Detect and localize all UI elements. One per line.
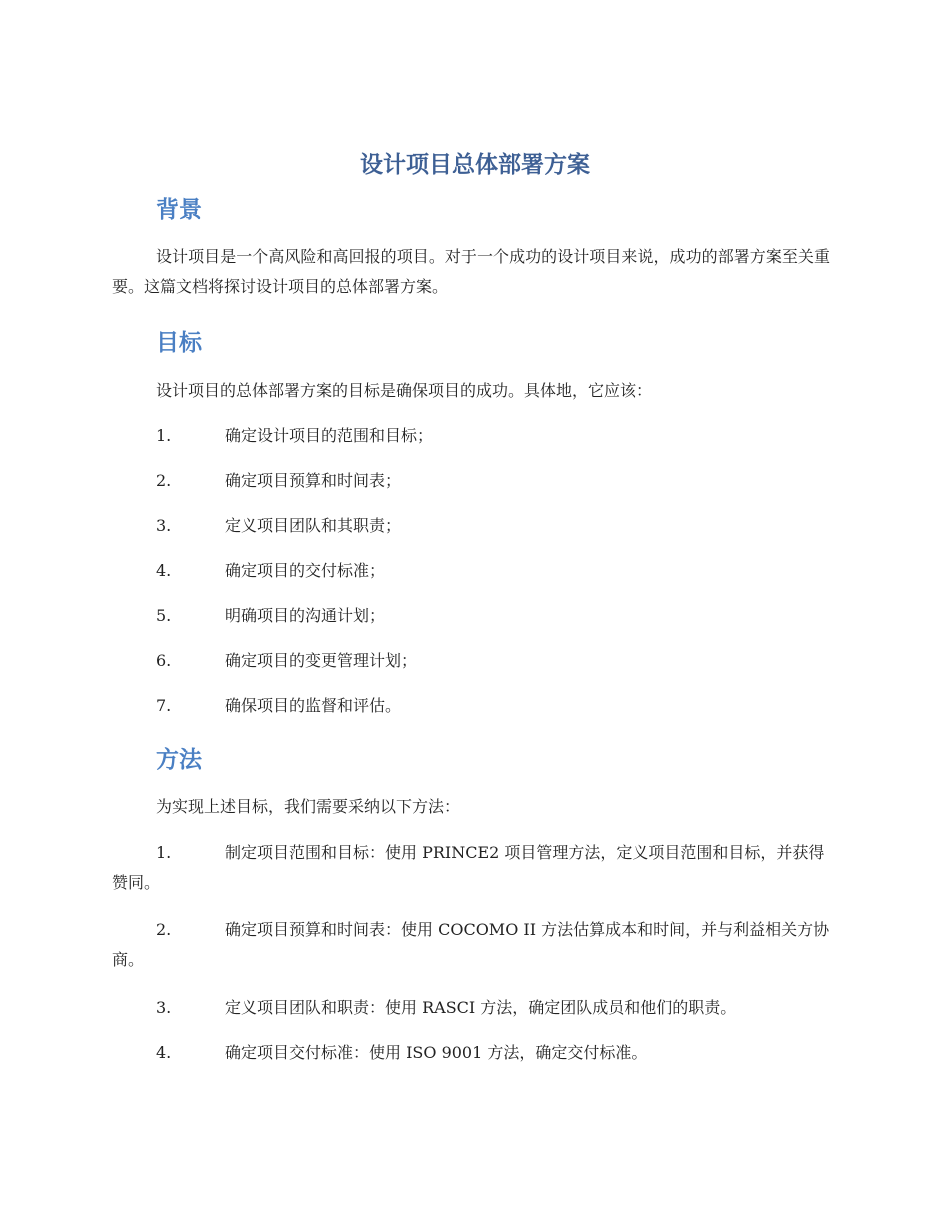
list-number: 4.	[156, 1043, 172, 1062]
list-text: 确定设计项目的范围和目标；	[225, 426, 434, 445]
list-number: 4.	[156, 561, 172, 580]
goals-intro: 设计项目的总体部署方案的目标是确保项目的成功。具体地，它应该：	[156, 381, 653, 400]
list-number: 3.	[156, 516, 172, 535]
heading-methods: 方法	[156, 747, 202, 773]
list-item	[156, 556, 385, 586]
list-number: 7.	[156, 696, 172, 715]
list-text: 制定项目范围和目标：使用 PRINCE2 项目管理方法，定义项目范围和目标，并获得赞同。	[112, 843, 825, 892]
list-item	[156, 601, 385, 631]
list-number: 6.	[156, 651, 172, 670]
list-text: 确定项目预算和时间表：使用 COCOMO II 方法估算成本和时间，并与利益相关方协商。	[112, 920, 830, 969]
list-text: 明确项目的沟通计划；	[225, 606, 386, 625]
list-number: 3.	[156, 998, 172, 1017]
list-text: 确定项目预算和时间表；	[225, 471, 402, 490]
list-text: 定义项目团队和其职责；	[225, 516, 402, 535]
list-number: 1.	[156, 426, 172, 445]
list-number: 2.	[156, 920, 172, 939]
background-paragraph: 设计项目是一个高风险和高回报的项目。对于一个成功的设计项目来说，成功的部署方案至关重要。这篇文档将探讨设计项目的总体部署方案。	[112, 247, 830, 296]
list-item	[156, 421, 433, 451]
list-text: 确定项目交付标准：使用 ISO 9001 方法，确定交付标准。	[225, 1043, 648, 1062]
list-item	[112, 993, 830, 1023]
heading-goals: 目标	[156, 330, 202, 356]
list-item	[156, 466, 401, 496]
list-number: 1.	[156, 843, 172, 862]
list-item	[156, 691, 401, 721]
list-item	[156, 511, 401, 541]
document-title: 设计项目总体部署方案	[360, 152, 590, 178]
methods-intro: 为实现上述目标，我们需要采纳以下方法：	[156, 797, 461, 816]
list-number: 5.	[156, 606, 172, 625]
list-text: 确定项目的交付标准；	[225, 561, 386, 580]
list-item	[156, 646, 417, 676]
list-item	[112, 915, 830, 975]
list-item	[112, 838, 830, 898]
heading-background: 背景	[156, 197, 202, 223]
list-text: 定义项目团队和职责：使用 RASCI 方法，确定团队成员和他们的职责。	[225, 998, 737, 1017]
list-text: 确保项目的监督和评估。	[225, 696, 402, 715]
list-number: 2.	[156, 471, 172, 490]
list-item	[112, 1038, 830, 1068]
list-text: 确定项目的变更管理计划；	[225, 651, 418, 670]
